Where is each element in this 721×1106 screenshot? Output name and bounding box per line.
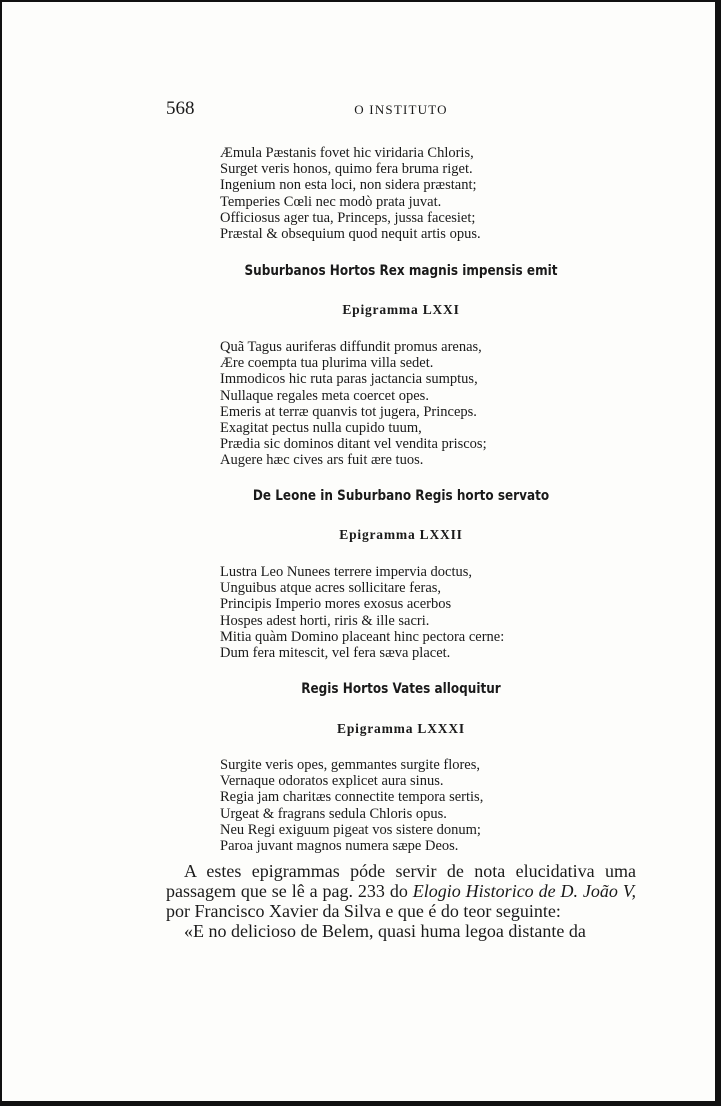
paragraph-text: por Francisco Xavier da Silva e que é do teor seguinte: xyxy=(166,901,561,921)
paragraph xyxy=(166,861,636,921)
verse-line: Temperies Cœli nec modò prata juvat. xyxy=(220,193,442,210)
verse-line: Surgite veris opes, gemmantes surgite flores, xyxy=(220,757,481,773)
verse-line: Regia jam charitæs connectite tempora sertis, xyxy=(220,789,484,806)
verse-line: Lustra Leo Nunees terrere impervia doctus, xyxy=(220,564,473,580)
body-text xyxy=(166,861,636,941)
page-header xyxy=(166,98,636,122)
opening-verse xyxy=(220,145,481,242)
section-title: De Leone in Suburbano Regis horto servato xyxy=(252,488,550,504)
paragraph-text: A estes epigrammas póde servir de nota elucidativa uma passagem que se lê a pag. 233 do xyxy=(166,861,636,901)
verse-line: Vernaque odoratos explicet aura sinus. xyxy=(220,773,444,790)
verse-line: Dum fera mitescit, vel fera sæva placet. xyxy=(220,645,451,662)
section-title: Suburbanos Hortos Rex magnis impensis emit xyxy=(244,263,558,279)
verse-line: Paroa juvant magnos numera sæpe Deos. xyxy=(220,838,459,855)
verse-line: Quã Tagus auriferas diffundit promus arenas, xyxy=(220,339,482,355)
page-number: 568 xyxy=(166,98,195,119)
verse-line: Urgeat & fragrans sedula Chloris opus. xyxy=(220,805,447,822)
epigram-label: Epigramma LXXII xyxy=(339,527,463,542)
section-title: Regis Hortos Vates alloquitur xyxy=(301,681,501,697)
verse-line: Æmula Pæstanis fovet hic viridaria Chloris, xyxy=(220,145,474,161)
verse-line: Augere hæc cives ars fuit ære tuos. xyxy=(220,452,424,469)
verse-line: Mitia quàm Domino placeant hinc pectora cerne: xyxy=(220,628,505,645)
verse-line: Præstal & obsequium quod nequit artis opus. xyxy=(220,226,481,243)
verse-line: Neu Regi exiguum pigeat vos sistere donum; xyxy=(220,821,481,838)
verse-line: Exagitat pectus nulla cupido tuum, xyxy=(220,420,422,437)
epigram-verse xyxy=(220,339,487,469)
epigram-verse xyxy=(220,564,504,661)
paragraph: «E no delicioso de Belem, quasi huma legoa distante da xyxy=(184,921,586,941)
verse-line: Principis Imperio mores exosus acerbos xyxy=(220,596,452,613)
verse-line: Surget veris honos, quimo fera bruma riget. xyxy=(220,161,473,178)
verse-line: Prædia sic dominos ditant vel vendita priscos; xyxy=(220,436,487,453)
verse-line: Immodicos hic ruta paras jactancia sumptus, xyxy=(220,371,478,388)
verse-line: Nullaque regales meta coercet opes. xyxy=(220,387,429,404)
book-title: Elogio Historico de D. João V, xyxy=(412,881,636,901)
verse-line: Hospes adest horti, riris & ille sacri. xyxy=(220,612,430,629)
verse-line: Ingenium non esta loci, non sidera præstant; xyxy=(220,177,477,194)
verse-line: Unguibus atque acres sollicitare feras, xyxy=(220,580,442,597)
verse-line: Officiosus ager tua, Princeps, jussa facesiet; xyxy=(220,209,476,226)
epigram-label: Epigramma LXXI xyxy=(342,302,460,317)
epigram-label: Epigramma LXXXI xyxy=(337,721,465,736)
epigram-verse xyxy=(220,757,483,854)
verse-line: Ære coempta tua plurima villa sedet. xyxy=(220,355,434,372)
verse-line: Emeris at terræ quanvis tot jugera, Princeps. xyxy=(220,403,477,420)
running-title: O INSTITUTO xyxy=(354,102,448,117)
